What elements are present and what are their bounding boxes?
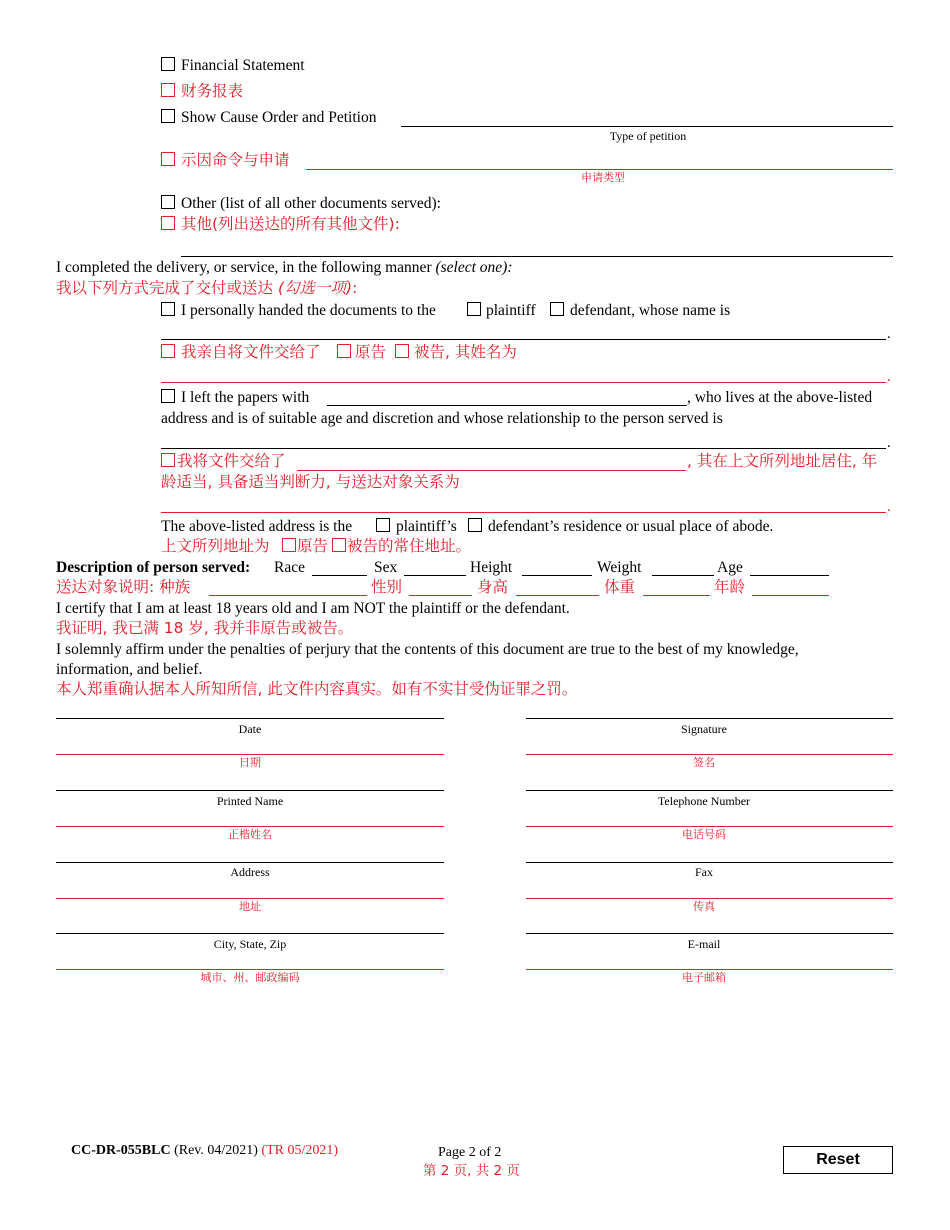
sex-label-zh: 性别 — [371, 578, 403, 596]
email-field-zh[interactable] — [526, 969, 893, 970]
fax-field-zh[interactable] — [526, 898, 893, 899]
address-plaintiff-label: plaintiff’s — [396, 518, 457, 535]
signature-caption-zh: 签名 — [693, 756, 715, 769]
financial-statement-label: Financial Statement — [181, 57, 305, 74]
signature-caption: Signature — [681, 722, 727, 736]
address-statement-zh: 上文所列地址为 — [161, 537, 270, 555]
email-field[interactable] — [526, 933, 893, 934]
left-papers-relationship-field-zh[interactable] — [161, 512, 886, 513]
age-field[interactable] — [750, 575, 829, 576]
left-papers-lives-zh: , 其在上文所列地址居住, 年 — [687, 452, 878, 470]
address-plaintiff-label-zh: 原告 — [297, 537, 329, 555]
affirm-text-line2: information, and belief. — [56, 661, 203, 678]
financial-statement-checkbox[interactable] — [161, 57, 175, 71]
weight-field-zh[interactable] — [643, 595, 710, 596]
manner-intro-text-zh: 我以下列方式完成了交付或送达 — [56, 279, 274, 297]
certify-text: I certify that I am at least 18 years old and I am NOT the plaintiff or the defendant. — [56, 600, 570, 617]
type-of-petition-field[interactable] — [401, 126, 893, 127]
date-field[interactable] — [56, 718, 444, 719]
fax-caption: Fax — [695, 865, 713, 879]
left-papers-relationship-label-zh: 龄适当, 具备适当判断力, 与送达对象关系为 — [161, 473, 460, 491]
address-defendant-label-zh: 被告的常住地址。 — [347, 537, 472, 555]
manner-intro-select: (select one): — [435, 259, 513, 276]
left-papers-relationship-field[interactable] — [161, 448, 886, 449]
telephone-caption-zh: 电话号码 — [682, 828, 726, 841]
fax-caption-zh: 传真 — [693, 900, 715, 913]
description-label — [56, 559, 250, 577]
age-label: Age — [717, 559, 743, 576]
left-papers-period-zh: . — [887, 499, 891, 515]
form-translation-revision: (TR 05/2021) — [261, 1143, 339, 1158]
personal-defendant-label: defendant, whose name is — [570, 302, 731, 319]
form-id-code: CC-DR-055BLC — [71, 1143, 171, 1158]
manner-intro-text: I completed the delivery, or service, in the following manner — [56, 259, 432, 276]
personal-name-field[interactable] — [161, 339, 886, 340]
left-papers-lives: , who lives at the above-listed — [687, 389, 873, 406]
personal-name-period: . — [887, 326, 891, 342]
other-documents-field[interactable] — [181, 256, 893, 257]
date-caption: Date — [238, 722, 262, 736]
date-field-zh[interactable] — [56, 754, 444, 755]
address-defendant-checkbox-zh[interactable] — [332, 538, 346, 552]
sex-label: Sex — [374, 559, 398, 576]
telephone-caption: Telephone Number — [657, 794, 751, 808]
personal-defendant-checkbox[interactable] — [550, 302, 564, 316]
personal-plaintiff-checkbox-zh[interactable] — [337, 344, 351, 358]
personal-defendant-checkbox-zh[interactable] — [395, 344, 409, 358]
printed-name-field-zh[interactable] — [56, 826, 444, 827]
sex-field-zh[interactable] — [409, 595, 472, 596]
age-field-zh[interactable] — [752, 595, 829, 596]
height-label-zh: 身高 — [477, 578, 509, 596]
address-defendant-checkbox[interactable] — [468, 518, 482, 532]
type-of-petition-field-zh[interactable] — [306, 169, 893, 170]
left-papers-person-field[interactable] — [327, 405, 687, 406]
fax-field[interactable] — [526, 862, 893, 863]
affirm-text-line1: I solemnly affirm under the penalties of perjury that the contents of this document are true to the best of my knowledge, — [56, 641, 799, 658]
race-field[interactable] — [312, 575, 367, 576]
other-documents-checkbox-zh[interactable] — [161, 216, 175, 230]
left-papers-checkbox-zh[interactable] — [161, 453, 175, 467]
age-label-zh: 年龄 — [714, 578, 746, 596]
sex-field[interactable] — [404, 575, 466, 576]
reset-button[interactable]: Reset — [783, 1146, 893, 1174]
personal-service-label-zh: 我亲自将文件交给了 — [181, 343, 321, 361]
date-caption-zh: 日期 — [239, 756, 261, 769]
other-documents-label-zh: 其他(列出送达的所有其他文件): — [181, 215, 400, 233]
address-statement: The above-listed address is the — [161, 518, 353, 535]
left-papers-label: I left the papers with — [181, 389, 310, 406]
financial-statement-label-zh: 财务报表 — [181, 82, 244, 100]
address-field[interactable] — [56, 862, 444, 863]
form-id — [71, 1142, 338, 1160]
height-label: Height — [470, 559, 513, 576]
left-papers-checkbox[interactable] — [161, 389, 175, 403]
other-documents-checkbox[interactable] — [161, 195, 175, 209]
type-of-petition-caption: Type of petition — [609, 129, 687, 143]
show-cause-checkbox-zh[interactable] — [161, 152, 175, 166]
address-caption: Address — [230, 865, 270, 879]
email-caption-zh: 电子邮箱 — [682, 971, 726, 984]
telephone-field-zh[interactable] — [526, 826, 893, 827]
show-cause-label: Show Cause Order and Petition — [181, 109, 377, 126]
show-cause-checkbox[interactable] — [161, 109, 175, 123]
personal-service-checkbox[interactable] — [161, 302, 175, 316]
city-field[interactable] — [56, 933, 444, 934]
race-label: Race — [274, 559, 305, 576]
left-papers-person-field-zh[interactable] — [297, 470, 686, 471]
personal-name-period-zh: . — [887, 369, 891, 385]
personal-plaintiff-checkbox[interactable] — [467, 302, 481, 316]
signature-field-zh[interactable] — [526, 754, 893, 755]
manner-intro — [56, 259, 513, 277]
address-caption-zh: 地址 — [239, 900, 261, 913]
financial-statement-checkbox-zh[interactable] — [161, 83, 175, 97]
printed-name-field[interactable] — [56, 790, 444, 791]
manner-intro-colon-zh: : — [352, 279, 358, 297]
left-papers-label-zh: 我将文件交给了 — [177, 452, 286, 470]
manner-intro-select-zh: (勾选一项) — [277, 279, 353, 297]
form-revision: (Rev. 04/2021) — [174, 1143, 258, 1158]
address-defendant-label: defendant’s residence or usual place of abode. — [488, 518, 774, 535]
personal-service-checkbox-zh[interactable] — [161, 344, 175, 358]
manner-intro-zh — [56, 279, 357, 297]
personal-defendant-label-zh: 被告, 其姓名为 — [414, 343, 517, 361]
city-field-zh[interactable] — [56, 969, 444, 970]
personal-plaintiff-label: plaintiff — [486, 302, 536, 319]
certify-text-zh: 我证明, 我已满 18 岁, 我并非原告或被告。 — [56, 619, 354, 637]
weight-label-zh: 体重 — [604, 578, 636, 596]
left-papers-period: . — [887, 435, 891, 451]
weight-field[interactable] — [652, 575, 714, 576]
city-caption: City, State, Zip — [213, 937, 287, 951]
left-papers-relationship-label: address and is of suitable age and discretion and whose relationship to the person served is — [161, 410, 723, 427]
height-field[interactable] — [522, 575, 592, 576]
printed-name-caption: Printed Name — [216, 794, 284, 808]
other-documents-label: Other (list of all other documents served): — [181, 195, 441, 212]
type-of-petition-caption-zh: 申请类型 — [581, 171, 625, 184]
address-plaintiff-checkbox[interactable] — [376, 518, 390, 532]
weight-label: Weight — [597, 559, 642, 576]
affirm-text-zh: 本人郑重确认据本人所知所信, 此文件内容真实。如有不实甘受伪证罪之罚。 — [56, 680, 578, 698]
race-field-zh[interactable] — [209, 595, 367, 596]
page-number-zh: 第 2 页, 共 2 页 — [423, 1163, 520, 1179]
printed-name-caption-zh: 正楷姓名 — [228, 828, 272, 841]
personal-service-label: I personally handed the documents to the — [181, 302, 436, 319]
height-field-zh[interactable] — [516, 595, 599, 596]
telephone-field[interactable] — [526, 790, 893, 791]
signature-field[interactable] — [526, 718, 893, 719]
personal-plaintiff-label-zh: 原告 — [355, 343, 387, 361]
city-caption-zh: 城市、州、邮政编码 — [200, 971, 300, 984]
page-number: Page 2 of 2 — [438, 1145, 502, 1160]
address-plaintiff-checkbox-zh[interactable] — [282, 538, 296, 552]
description-label-text: Description of person served: — [56, 559, 251, 576]
description-label-zh: 送达对象说明: 种族 — [56, 578, 191, 596]
email-caption: E-mail — [687, 937, 721, 951]
personal-name-field-zh[interactable] — [161, 382, 886, 383]
address-field-zh[interactable] — [56, 898, 444, 899]
show-cause-label-zh: 示因命令与申请 — [181, 151, 290, 169]
